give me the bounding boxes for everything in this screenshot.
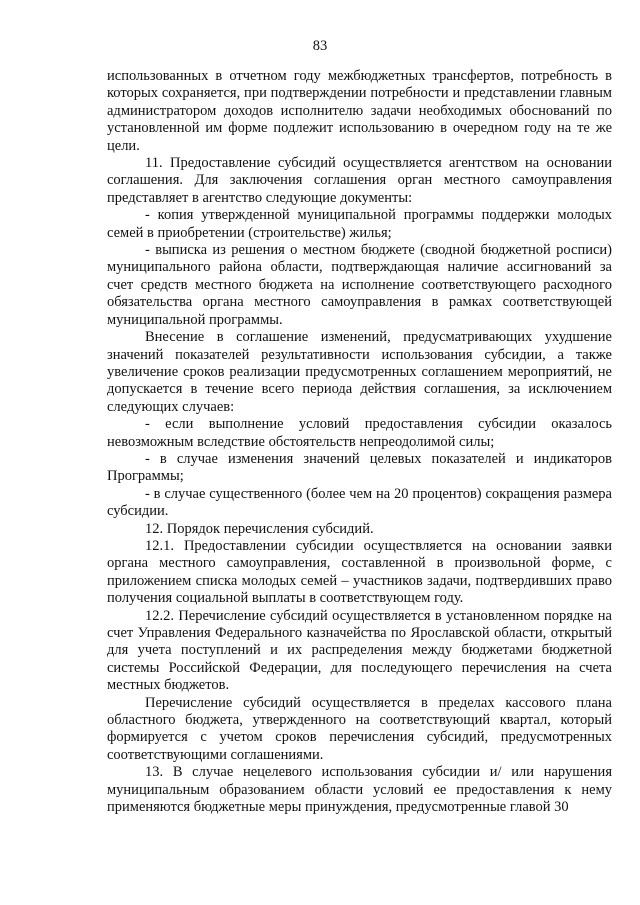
document-body [107,68,612,816]
paragraph: 11. Предоставление субсидий осуществляется агентством на основании соглашения. Для заключения соглашения орган местного самоуправления представляет в агентство следующие документы: [107,155,612,206]
paragraph: 13. В случае нецелевого использования субсидии и/ или нарушения муниципальным образованием области условий ее предоставления к нему применяются бюджетные меры принуждения, предусмотренные главой 30 [107,764,612,816]
paragraph: Внесение в соглашение изменений, предусматривающих ухудшение значений показателей результативности использования субсидии, а также увеличение сроков реализации предусмотренных соглашением мероприятий, не допускается в течение всего периода действия соглашения, за исключением следующих случаев: [107,329,612,415]
section-heading: 12. Порядок перечисления субсидий. [145,520,374,537]
list-item: - в случае существенного (более чем на 20 процентов) сокращения размера субсидии. [107,485,612,520]
paragraph: Перечисление субсидий осуществляется в пределах кассового плана областного бюджета, утвержденного на соответствующий квартал, который формируется с учетом сроков перечисления субсидий, предусмотренных соответствующими соглашениями. [107,694,612,763]
paragraph: 12.1. Предоставлении субсидии осуществляется на основании заявки органа местного самоуправления, составленной в произвольной форме, с приложением списка молодых семей – участников задачи, подтвердивших право получения социальной выплаты в соответствующем году. [107,537,612,607]
paragraph: 12.2. Перечисление субсидий осуществляется в установленном порядке на счет Управления Федерального казначейства по Ярославской области, открытый для учета поступлений и их распределения между бюджетами бюджетной системы Российской Федерации, для последующего перечисления на счета местных бюджетов. [107,607,612,694]
list-item: - если выполнение условий предоставления субсидии оказалось невозможным вследствие обстоятельств непреодолимой силы; [107,416,612,450]
list-item: - в случае изменения значений целевых показателей и индикаторов Программы; [107,450,612,485]
list-item: - выписка из решения о местном бюджете (сводной бюджетной росписи) муниципального района области, подтверждающая наличие ассигнований за счет средств местного бюджета на исполнение соответствующего расходного обязательства органа местного самоуправления в рамках соответствующей муниципальной программы. [107,242,612,328]
page-number: 83 [312,38,328,54]
paragraph: использованных в отчетном году межбюджетных трансфертов, потребность в которых сохраняется, при подтверждении потребности и представлении главным администратором доходов исполнителю задачи необходимых обоснований по установленной им форме подлежит использованию в очередном году на те же цели. [107,68,612,154]
list-item: - копия утвержденной муниципальной программы поддержки молодых семей в приобретении (строительстве) жилья; [107,207,612,241]
